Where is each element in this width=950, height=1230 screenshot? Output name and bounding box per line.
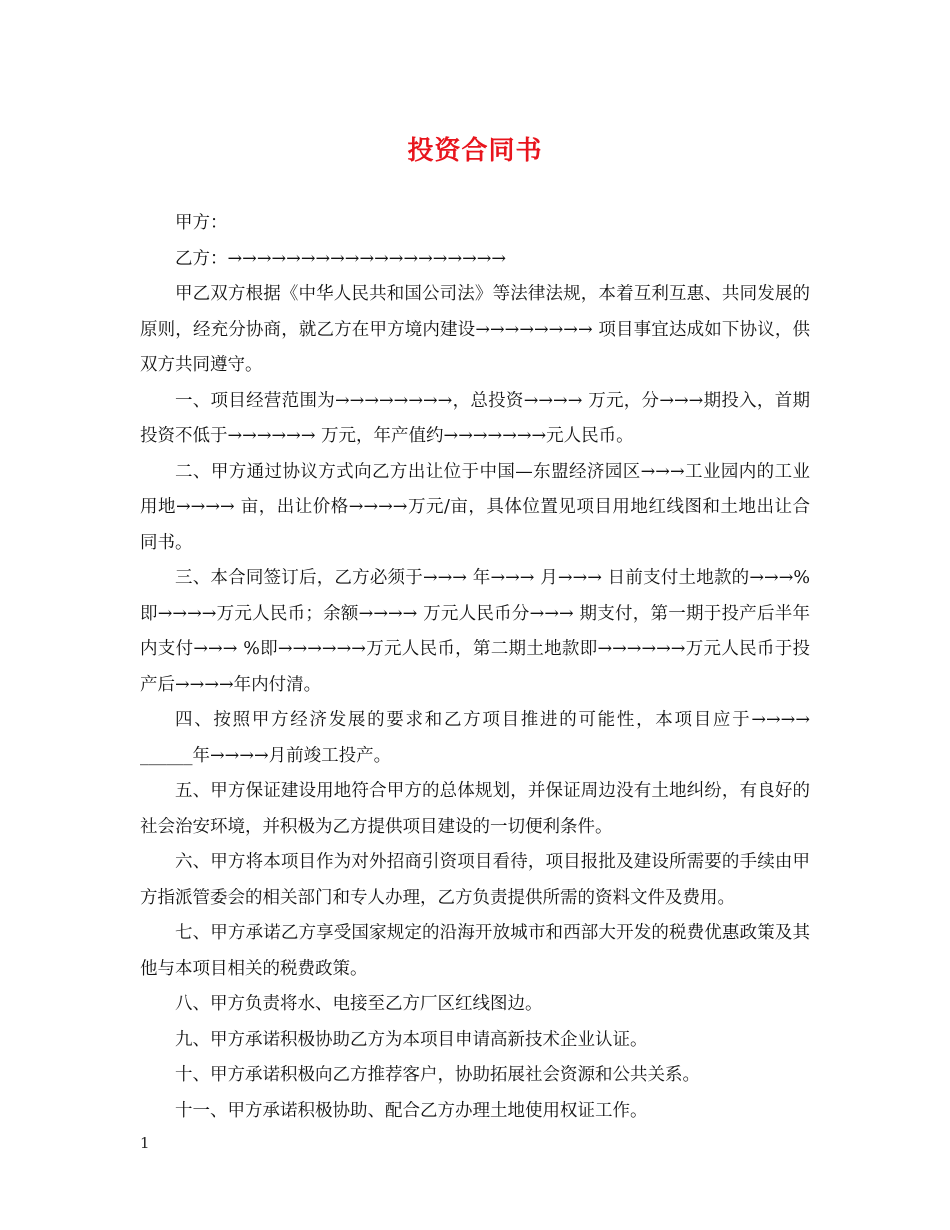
- clause-3: 三、本合同签订后，乙方必须于→→→ 年→→→ 月→→→ 日前支付土地款的→→→%即→→→→万元人民币；余额→→→→ 万元人民币分→→→ 期支付，第一期于投产后半年内支付→→→ %即→→→→→→万元人民币，第二期土地款即→→→→→→万元人民币于投产后→→→→年内付清。: [140, 568, 810, 695]
- clause-9: 九、甲方承诺积极协助乙方为本项目申请高新技术企业认证。: [175, 1029, 648, 1050]
- document-body: [140, 206, 810, 1129]
- party-b-line: 乙方：→→→→→→→→→→→→→→→→→→→: [175, 248, 507, 269]
- clause-1: 一、项目经营范围为→→→→→→→→，总投资→→→→ 万元，分→→→期投入，首期投资不低于→→→→→→ 万元，年产值约→→→→→→→元人民币。: [140, 390, 810, 446]
- page-number: 1: [140, 1134, 150, 1152]
- document-title: 投资合同书: [407, 136, 543, 166]
- clause-2: 二、甲方通过协议方式向乙方出让位于中国—东盟经济园区→→→工业园内的工业用地→→→→ 亩，出让价格→→→→万元/亩，具体位置见项目用地红线图和土地出让合同书。: [140, 461, 810, 553]
- clause-6: 六、甲方将本项目作为对外招商引资项目看待，项目报批及建设所需要的手续由甲方指派管委会的相关部门和专人办理，乙方负责提供所需的资料文件及费用。: [140, 852, 810, 908]
- preamble-paragraph: 甲乙双方根据《中华人民共和国公司法》等法律法规，本着互利互惠、共同发展的原则，经充分协商，就乙方在甲方境内建设→→→→→→→→ 项目事宜达成如下协议，供双方共同遵守。: [140, 284, 810, 375]
- clause-7: 七、甲方承诺乙方享受国家规定的沿海开放城市和西部大开发的税费优惠政策及其他与本项目相关的税费政策。: [140, 923, 810, 979]
- clause-10: 十、甲方承诺积极向乙方推荐客户，协助拓展社会资源和公共关系。: [175, 1065, 700, 1085]
- clause-11: 十一、甲方承诺积极协助、配合乙方办理土地使用权证工作。: [175, 1100, 648, 1121]
- party-a-line: 甲方：: [175, 213, 228, 233]
- clause-5: 五、甲方保证建设用地符合甲方的总体规划，并保证周边没有土地纠纷，有良好的社会治安环境，并积极为乙方提供项目建设的一切便利条件。: [140, 781, 810, 837]
- clause-4: 四、按照甲方经济发展的要求和乙方项目推进的可能性，本项目应于→→→→ ______年→→→→月前竣工投产。: [140, 710, 810, 766]
- clause-8: 八、甲方负责将水、电接至乙方厂区红线图边。: [175, 994, 543, 1014]
